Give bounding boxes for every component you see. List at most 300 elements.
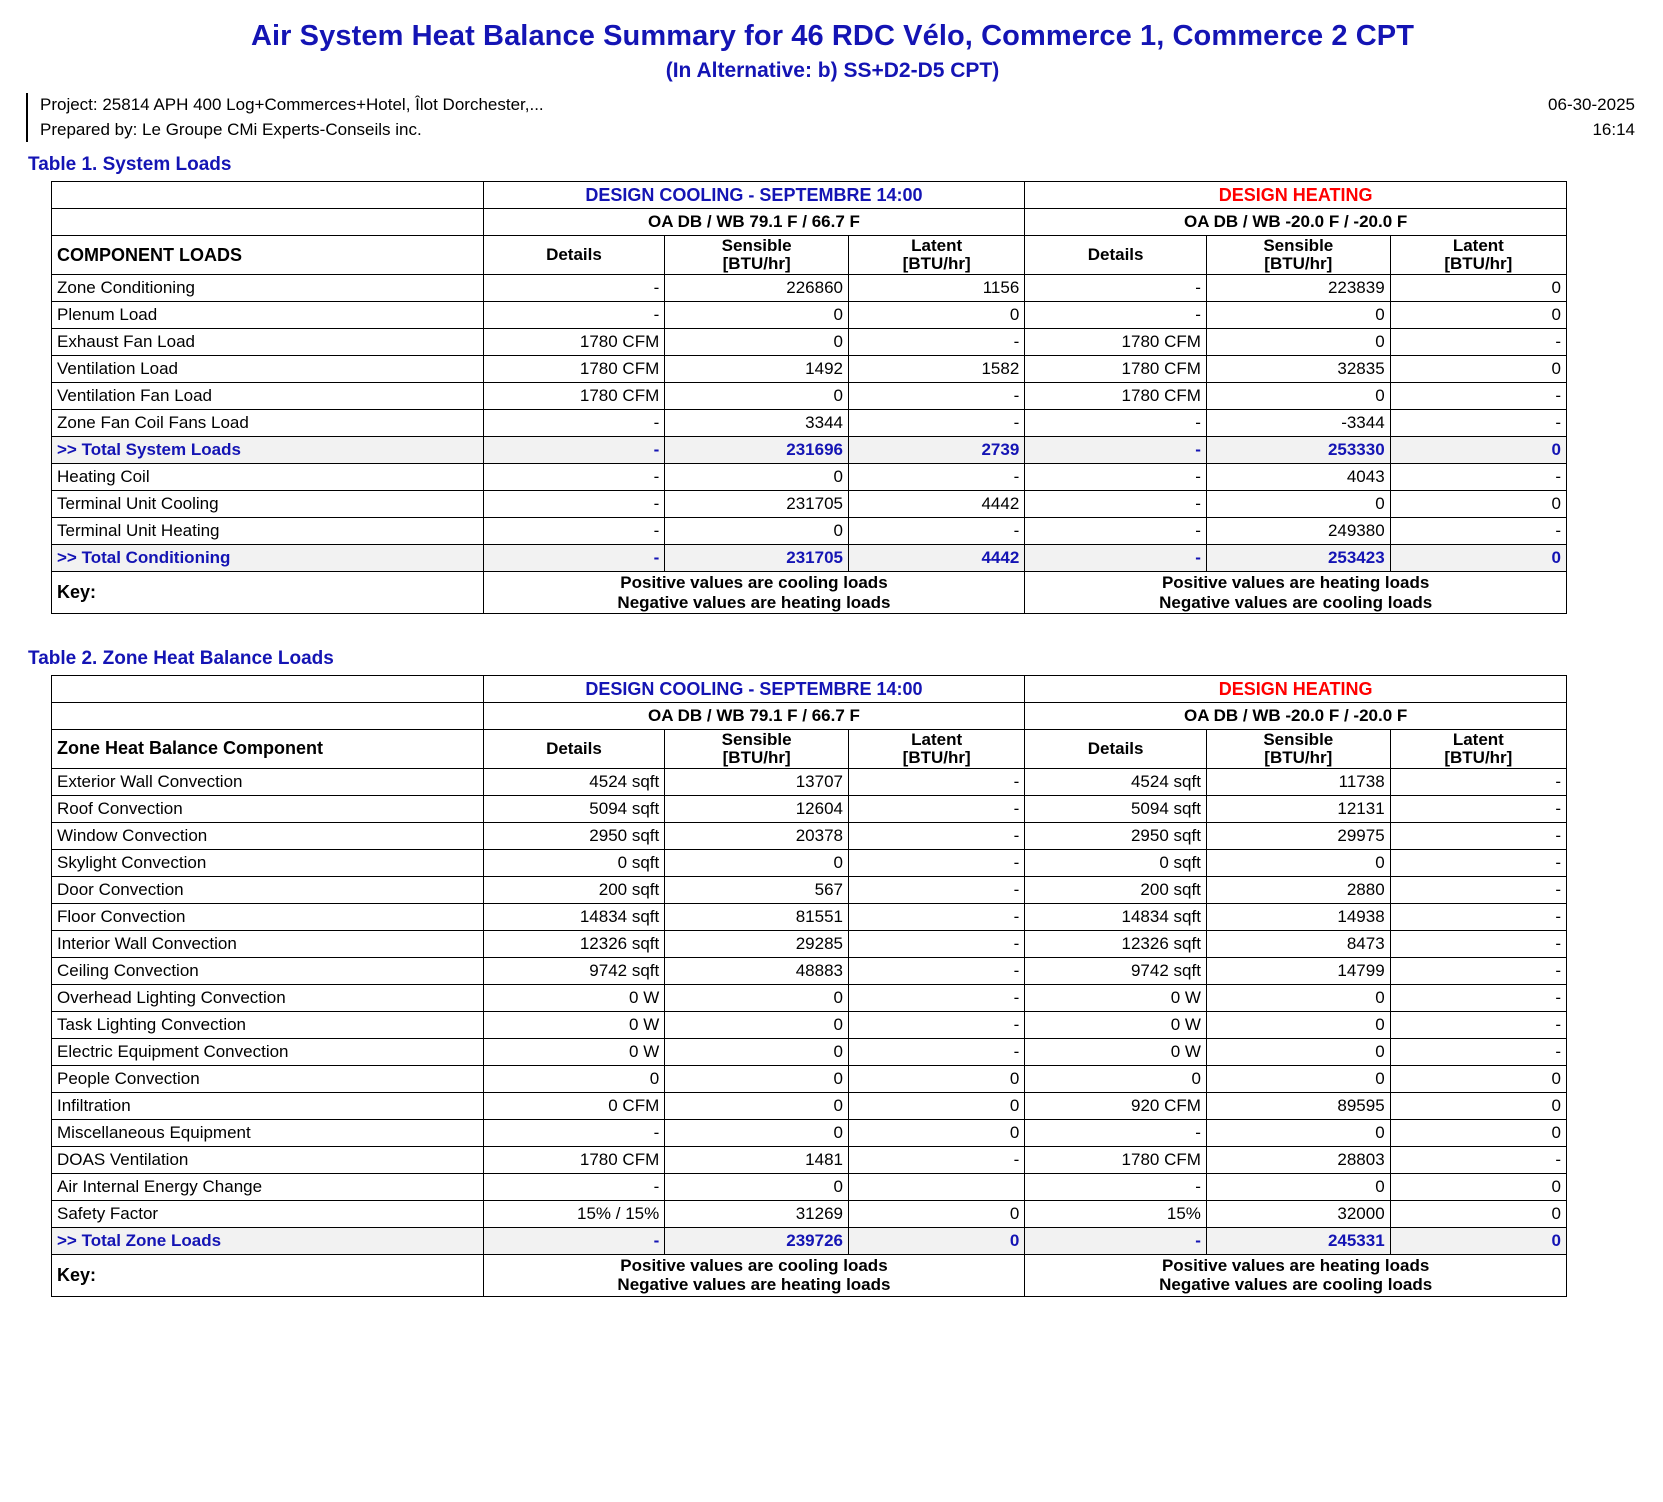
cooling-details: 1780 CFM (483, 355, 665, 382)
heating-latent: - (1390, 957, 1566, 984)
heating-details: 1780 CFM (1025, 355, 1207, 382)
key-cooling-line1-t2: Positive values are cooling loads (620, 1255, 888, 1275)
heating-sensible: 11738 (1206, 768, 1390, 795)
heating-sensible: 0 (1206, 984, 1390, 1011)
heating-latent: - (1390, 1038, 1566, 1065)
heating-sensible: 89595 (1206, 1092, 1390, 1119)
key-cooling-line1-t1: Positive values are cooling loads (620, 572, 888, 592)
cooling-latent: - (849, 984, 1025, 1011)
cooling-details: 0 CFM (483, 1092, 665, 1119)
heating-sensible: 28803 (1206, 1146, 1390, 1173)
cooling-sensible: 48883 (665, 957, 849, 984)
row-label: Zone Conditioning (52, 274, 484, 301)
cooling-latent: - (849, 409, 1025, 436)
row-label: Safety Factor (52, 1200, 484, 1227)
row-label: Floor Convection (52, 903, 484, 930)
table2-cooling-latent-header (849, 730, 1025, 769)
row-label: >> Total System Loads (52, 436, 484, 463)
cooling-sensible: 13707 (665, 768, 849, 795)
cooling-sensible: 0 (665, 463, 849, 490)
zone-heat-balance-table (51, 675, 1567, 1297)
table-row (52, 328, 1567, 355)
heating-sensible: 0 (1206, 1011, 1390, 1038)
latent-units-3: [BTU/hr] (902, 747, 971, 767)
table-row (52, 382, 1567, 409)
cooling-details: - (483, 517, 665, 544)
table1-heating-latent-header (1390, 236, 1566, 275)
row-label: Electric Equipment Convection (52, 1038, 484, 1065)
heating-latent: - (1390, 463, 1566, 490)
cooling-details: 1780 CFM (483, 1146, 665, 1173)
heating-sensible: 245331 (1206, 1227, 1390, 1254)
cooling-latent: - (849, 463, 1025, 490)
table-row (52, 409, 1567, 436)
cooling-details: 14834 sqft (483, 903, 665, 930)
heating-latent: 0 (1390, 274, 1566, 301)
heating-latent: - (1390, 876, 1566, 903)
heating-latent: 0 (1390, 1227, 1566, 1254)
heating-sensible: 0 (1206, 1173, 1390, 1200)
cooling-details: 5094 sqft (483, 795, 665, 822)
cooling-details: 1780 CFM (483, 328, 665, 355)
heating-details: 14834 sqft (1025, 903, 1207, 930)
table-row (52, 1092, 1567, 1119)
cooling-latent: 0 (849, 1200, 1025, 1227)
heating-sensible: 4043 (1206, 463, 1390, 490)
table1-cooling-sensible-header (665, 236, 849, 275)
table2-heating-oa: OA DB / WB -20.0 F / -20.0 F (1025, 703, 1567, 730)
table1-heating-oa: OA DB / WB -20.0 F / -20.0 F (1025, 209, 1567, 236)
heating-sensible: 0 (1206, 382, 1390, 409)
heating-sensible: 0 (1206, 328, 1390, 355)
table-row (52, 795, 1567, 822)
row-label: Interior Wall Convection (52, 930, 484, 957)
heating-sensible: 249380 (1206, 517, 1390, 544)
heating-sensible: 0 (1206, 1038, 1390, 1065)
heating-sensible: 0 (1206, 849, 1390, 876)
cooling-details: 9742 sqft (483, 957, 665, 984)
table-row (52, 876, 1567, 903)
cooling-details: - (483, 490, 665, 517)
heating-sensible: 14938 (1206, 903, 1390, 930)
table-row (52, 1227, 1567, 1254)
cooling-latent: - (849, 849, 1025, 876)
table2-header-columns-row (52, 730, 1567, 769)
heating-details: - (1025, 544, 1207, 571)
heating-details: 0 W (1025, 1011, 1207, 1038)
sensible-label-4: Sensible (1263, 730, 1334, 750)
cooling-details: 0 sqft (483, 849, 665, 876)
table-row (52, 1173, 1567, 1200)
cooling-latent: 1156 (849, 274, 1025, 301)
cooling-latent: - (849, 517, 1025, 544)
row-label: Exhaust Fan Load (52, 328, 484, 355)
table2-key-heating (1025, 1254, 1567, 1296)
latent-units-1: [BTU/hr] (902, 254, 971, 274)
heating-details: 200 sqft (1025, 876, 1207, 903)
table1-corner-cell-2 (52, 209, 484, 236)
heating-details: - (1025, 490, 1207, 517)
table2-heating-latent-header (1390, 730, 1566, 769)
cooling-sensible: 0 (665, 382, 849, 409)
meta-row-project (40, 93, 1639, 118)
cooling-latent (849, 1173, 1025, 1200)
table1-key-cooling (483, 571, 1025, 613)
heating-latent: - (1390, 795, 1566, 822)
heating-latent: 0 (1390, 301, 1566, 328)
heating-sensible: 0 (1206, 301, 1390, 328)
row-label: DOAS Ventilation (52, 1146, 484, 1173)
heating-latent: 0 (1390, 490, 1566, 517)
table1-heating-sensible-header (1206, 236, 1390, 275)
table1-component-col-header: COMPONENT LOADS (52, 236, 484, 275)
row-label: Terminal Unit Cooling (52, 490, 484, 517)
cooling-details: 15% / 15% (483, 1200, 665, 1227)
table-spacer (26, 614, 1639, 636)
sensible-units-2: [BTU/hr] (1264, 254, 1333, 274)
key-heating-line1-t2: Positive values are heating loads (1161, 1255, 1430, 1275)
table1-corner-cell (52, 182, 484, 209)
table2-key-cooling (483, 1254, 1025, 1296)
row-label: Terminal Unit Heating (52, 517, 484, 544)
cooling-sensible: 0 (665, 1011, 849, 1038)
table2-header-condition-row (52, 676, 1567, 703)
row-label: Infiltration (52, 1092, 484, 1119)
cooling-sensible: 239726 (665, 1227, 849, 1254)
row-label: >> Total Conditioning (52, 544, 484, 571)
heating-latent: - (1390, 768, 1566, 795)
cooling-sensible: 12604 (665, 795, 849, 822)
table-row (52, 1146, 1567, 1173)
cooling-details: 2950 sqft (483, 822, 665, 849)
table-row (52, 301, 1567, 328)
meta-row-prepared (40, 118, 1639, 143)
heating-details: 0 W (1025, 1038, 1207, 1065)
table1-cooling-details-header: Details (483, 236, 665, 275)
heating-latent: - (1390, 1146, 1566, 1173)
heating-details: 5094 sqft (1025, 795, 1207, 822)
heating-sensible: -3344 (1206, 409, 1390, 436)
table2-component-col-header: Zone Heat Balance Component (52, 730, 484, 769)
table1-key-label: Key: (52, 571, 484, 613)
table-row (52, 1119, 1567, 1146)
table-row (52, 544, 1567, 571)
heating-latent: - (1390, 903, 1566, 930)
project-text: Project: 25814 APH 400 Log+Commerces+Hotel, Îlot Dorchester,... (40, 95, 544, 114)
table1-heating-header: DESIGN HEATING (1025, 182, 1567, 209)
row-label: Window Convection (52, 822, 484, 849)
heating-sensible: 29975 (1206, 822, 1390, 849)
row-label: Miscellaneous Equipment (52, 1119, 484, 1146)
row-label: Ventilation Fan Load (52, 382, 484, 409)
cooling-latent: - (849, 903, 1025, 930)
latent-label-2: Latent (1452, 236, 1504, 256)
row-label: Door Convection (52, 876, 484, 903)
table-row (52, 957, 1567, 984)
cooling-sensible: 0 (665, 328, 849, 355)
heating-latent: - (1390, 517, 1566, 544)
cooling-sensible: 231705 (665, 490, 849, 517)
page-title: Air System Heat Balance Summary for 46 RDC Vélo, Commerce 1, Commerce 2 CPT (250, 20, 1415, 52)
cooling-latent: - (849, 876, 1025, 903)
cooling-sensible: 20378 (665, 822, 849, 849)
cooling-latent: 1582 (849, 355, 1025, 382)
heating-latent: - (1390, 849, 1566, 876)
report-date: 06-30-2025 (1548, 95, 1635, 114)
heating-sensible: 12131 (1206, 795, 1390, 822)
heating-details: - (1025, 1227, 1207, 1254)
row-label: Heating Coil (52, 463, 484, 490)
table1-cooling-header: DESIGN COOLING - SEPTEMBRE 14:00 (483, 182, 1025, 209)
cooling-latent: 2739 (849, 436, 1025, 463)
key-heating-line1-t1: Positive values are heating loads (1161, 572, 1430, 592)
cooling-latent: - (849, 1038, 1025, 1065)
heating-latent: - (1390, 822, 1566, 849)
table1-caption: Table 1. System Loads (28, 154, 232, 176)
cooling-latent: - (849, 1146, 1025, 1173)
table-row (52, 1200, 1567, 1227)
cooling-sensible: 231705 (665, 544, 849, 571)
table-row (52, 490, 1567, 517)
cooling-details: 4524 sqft (483, 768, 665, 795)
table-row (52, 463, 1567, 490)
sensible-units-3: [BTU/hr] (722, 747, 791, 767)
sensible-units-4: [BTU/hr] (1264, 747, 1333, 767)
cooling-latent: 0 (849, 1227, 1025, 1254)
row-label: Skylight Convection (52, 849, 484, 876)
heating-details: - (1025, 1119, 1207, 1146)
prepared-by-text: Prepared by: Le Groupe CMi Experts-Conseils inc. (40, 119, 422, 139)
table-row (52, 849, 1567, 876)
table-row (52, 822, 1567, 849)
table-row (52, 1065, 1567, 1092)
heating-latent: 0 (1390, 1173, 1566, 1200)
table-row (52, 436, 1567, 463)
heating-latent: - (1390, 930, 1566, 957)
table2-header-oa-row (52, 703, 1567, 730)
row-label: Air Internal Energy Change (52, 1173, 484, 1200)
cooling-latent: - (849, 957, 1025, 984)
cooling-latent: - (849, 795, 1025, 822)
table-row (52, 517, 1567, 544)
heating-details: - (1025, 463, 1207, 490)
heating-latent: 0 (1390, 1200, 1566, 1227)
cooling-latent: - (849, 328, 1025, 355)
cooling-latent: 0 (849, 1119, 1025, 1146)
row-label: Overhead Lighting Convection (52, 984, 484, 1011)
cooling-details: - (483, 463, 665, 490)
table1-key-heating (1025, 571, 1567, 613)
row-label: Exterior Wall Convection (52, 768, 484, 795)
row-label: Roof Convection (52, 795, 484, 822)
cooling-sensible: 29285 (665, 930, 849, 957)
cooling-latent: - (849, 382, 1025, 409)
cooling-sensible: 0 (665, 849, 849, 876)
heating-details: - (1025, 436, 1207, 463)
cooling-sensible: 1492 (665, 355, 849, 382)
cooling-latent: 0 (849, 1092, 1025, 1119)
heating-sensible: 0 (1206, 1065, 1390, 1092)
cooling-details: 200 sqft (483, 876, 665, 903)
cooling-details: 0 (483, 1065, 665, 1092)
table-row (52, 355, 1567, 382)
table-row (52, 1038, 1567, 1065)
row-label: Ceiling Convection (52, 957, 484, 984)
heating-details: - (1025, 409, 1207, 436)
table-row (52, 984, 1567, 1011)
heating-sensible: 253423 (1206, 544, 1390, 571)
table2-key-label: Key: (52, 1254, 484, 1296)
latent-units-2: [BTU/hr] (1444, 254, 1513, 274)
table2-key-row (52, 1254, 1567, 1296)
document-meta (26, 93, 1639, 142)
heating-details: 1780 CFM (1025, 382, 1207, 409)
heating-details: - (1025, 274, 1207, 301)
table-row (52, 903, 1567, 930)
key-heating-line2-t1: Negative values are cooling loads (1159, 592, 1433, 612)
table2-corner-cell-2 (52, 703, 484, 730)
table-row (52, 768, 1567, 795)
cooling-details: - (483, 436, 665, 463)
cooling-latent: 0 (849, 301, 1025, 328)
heating-sensible: 253330 (1206, 436, 1390, 463)
table2-heating-header: DESIGN HEATING (1025, 676, 1567, 703)
heating-details: 0 sqft (1025, 849, 1207, 876)
heating-sensible: 0 (1206, 1119, 1390, 1146)
cooling-details: 0 W (483, 1038, 665, 1065)
table1-key-row (52, 571, 1567, 613)
heating-latent: - (1390, 409, 1566, 436)
heating-latent: 0 (1390, 1119, 1566, 1146)
cooling-sensible: 231696 (665, 436, 849, 463)
heating-sensible: 32000 (1206, 1200, 1390, 1227)
table2-cooling-header: DESIGN COOLING - SEPTEMBRE 14:00 (483, 676, 1025, 703)
heating-latent: 0 (1390, 1092, 1566, 1119)
report-time: 16:14 (1592, 119, 1635, 139)
cooling-sensible: 81551 (665, 903, 849, 930)
cooling-sensible: 0 (665, 1065, 849, 1092)
table2-corner-cell (52, 676, 484, 703)
cooling-details: 12326 sqft (483, 930, 665, 957)
heating-sensible: 2880 (1206, 876, 1390, 903)
table2-heating-sensible-header (1206, 730, 1390, 769)
table-row (52, 274, 1567, 301)
cooling-sensible: 0 (665, 1092, 849, 1119)
cooling-sensible: 0 (665, 1038, 849, 1065)
cooling-sensible: 0 (665, 301, 849, 328)
row-label: Zone Fan Coil Fans Load (52, 409, 484, 436)
cooling-sensible: 0 (665, 984, 849, 1011)
heating-details: - (1025, 1173, 1207, 1200)
cooling-details: - (483, 1173, 665, 1200)
row-label: >> Total Zone Loads (52, 1227, 484, 1254)
table2-cooling-details-header: Details (483, 730, 665, 769)
latent-label-4: Latent (1452, 730, 1504, 750)
table2-body (52, 768, 1567, 1254)
cooling-details: 0 W (483, 984, 665, 1011)
system-loads-table (51, 181, 1567, 614)
cooling-details: - (483, 1227, 665, 1254)
table1-cooling-latent-header (849, 236, 1025, 275)
heating-details: 9742 sqft (1025, 957, 1207, 984)
heating-latent: - (1390, 382, 1566, 409)
row-label: Task Lighting Convection (52, 1011, 484, 1038)
sensible-label-2: Sensible (1263, 236, 1334, 256)
cooling-latent: 0 (849, 1065, 1025, 1092)
page-subtitle: (In Alternative: b) SS+D2-D5 CPT) (665, 59, 1000, 82)
heating-latent: 0 (1390, 436, 1566, 463)
sensible-label-3: Sensible (721, 730, 792, 750)
cooling-latent: 4442 (849, 490, 1025, 517)
table2-heating-details-header: Details (1025, 730, 1207, 769)
heating-details: 4524 sqft (1025, 768, 1207, 795)
heating-latent: - (1390, 328, 1566, 355)
cooling-latent: - (849, 822, 1025, 849)
table2-cooling-oa: OA DB / WB 79.1 F / 66.7 F (483, 703, 1025, 730)
cooling-latent: - (849, 768, 1025, 795)
heating-details: 12326 sqft (1025, 930, 1207, 957)
heating-details: 1780 CFM (1025, 328, 1207, 355)
latent-label-1: Latent (911, 236, 963, 256)
cooling-sensible: 0 (665, 517, 849, 544)
latent-units-4: [BTU/hr] (1444, 747, 1513, 767)
heating-details: 920 CFM (1025, 1092, 1207, 1119)
cooling-details: - (483, 1119, 665, 1146)
cooling-details: - (483, 409, 665, 436)
heating-latent: 0 (1390, 355, 1566, 382)
cooling-sensible: 1481 (665, 1146, 849, 1173)
cooling-details: - (483, 274, 665, 301)
heating-details: - (1025, 301, 1207, 328)
heating-details: - (1025, 517, 1207, 544)
table1-heating-details-header: Details (1025, 236, 1207, 275)
heating-details: 1780 CFM (1025, 1146, 1207, 1173)
cooling-details: 0 W (483, 1011, 665, 1038)
table1-body (52, 274, 1567, 571)
cooling-sensible: 226860 (665, 274, 849, 301)
sensible-units-1: [BTU/hr] (722, 254, 791, 274)
heating-details: 2950 sqft (1025, 822, 1207, 849)
table1-header-oa-row (52, 209, 1567, 236)
heating-latent: - (1390, 984, 1566, 1011)
heating-details: 0 W (1025, 984, 1207, 1011)
cooling-sensible: 567 (665, 876, 849, 903)
table1-header-columns-row (52, 236, 1567, 275)
cooling-sensible: 0 (665, 1119, 849, 1146)
heating-latent: - (1390, 1011, 1566, 1038)
cooling-latent: 4442 (849, 544, 1025, 571)
cooling-details: 1780 CFM (483, 382, 665, 409)
heating-latent: 0 (1390, 1065, 1566, 1092)
table1-header-condition-row (52, 182, 1567, 209)
cooling-sensible: 3344 (665, 409, 849, 436)
sensible-label-1: Sensible (721, 236, 792, 256)
cooling-details: - (483, 544, 665, 571)
table-row (52, 1011, 1567, 1038)
heating-latent: 0 (1390, 544, 1566, 571)
heating-details: 0 (1025, 1065, 1207, 1092)
cooling-latent: - (849, 930, 1025, 957)
heating-sensible: 8473 (1206, 930, 1390, 957)
heating-sensible: 14799 (1206, 957, 1390, 984)
heating-sensible: 223839 (1206, 274, 1390, 301)
table2-cooling-sensible-header (665, 730, 849, 769)
latent-label-3: Latent (911, 730, 963, 750)
cooling-sensible: 31269 (665, 1200, 849, 1227)
key-cooling-line2-t2: Negative values are heating loads (617, 1275, 891, 1295)
table1-cooling-oa: OA DB / WB 79.1 F / 66.7 F (483, 209, 1025, 236)
heating-sensible: 0 (1206, 490, 1390, 517)
